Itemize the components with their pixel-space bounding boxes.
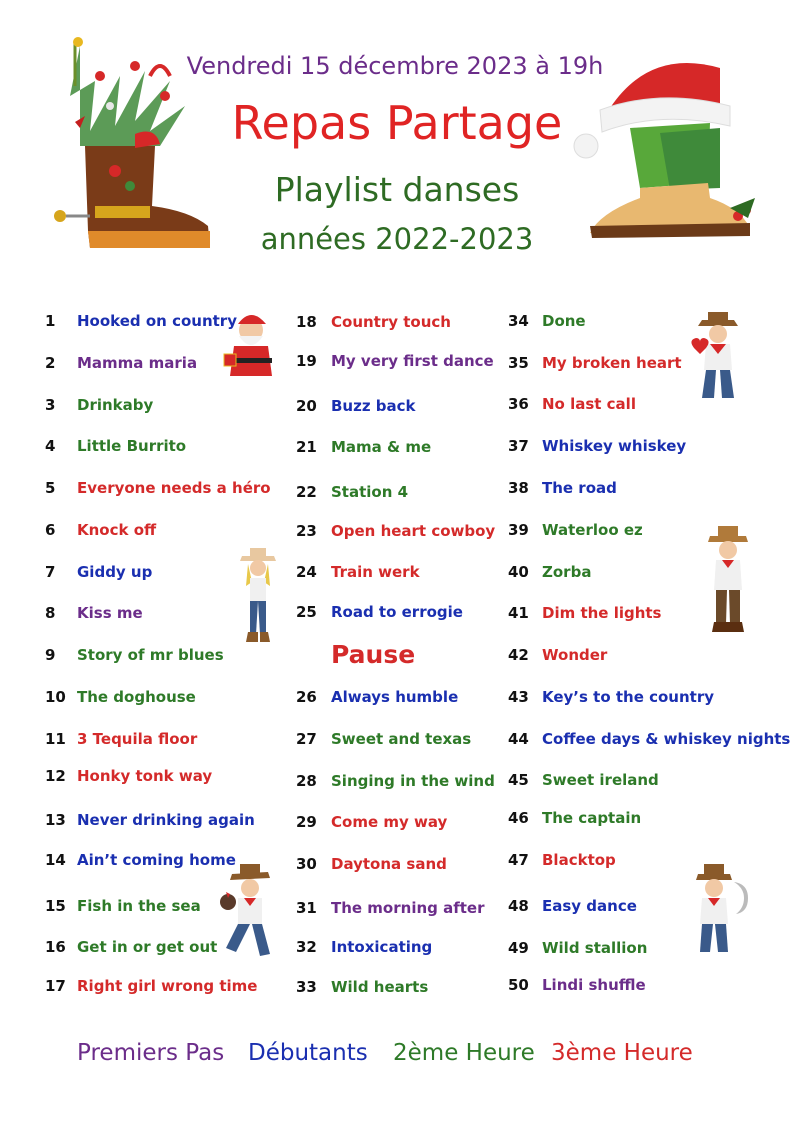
- dance-number: 24: [296, 563, 317, 581]
- cowboy-thumbs-up-icon: [694, 862, 752, 954]
- dance-name: Everyone needs a héro: [77, 479, 271, 497]
- dance-number: 15: [45, 897, 66, 915]
- dance-name: Giddy up: [77, 563, 153, 581]
- dance-number: 11: [45, 730, 66, 748]
- dance-number: 30: [296, 855, 317, 873]
- dance-name: Wild stallion: [542, 939, 648, 957]
- dance-name: The road: [542, 479, 617, 497]
- legend-debutants: Débutants: [248, 1040, 368, 1066]
- pause-label: Pause: [331, 640, 416, 669]
- dance-number: 39: [508, 521, 529, 539]
- dance-number: 34: [508, 312, 529, 330]
- dance-name: My very first dance: [331, 352, 494, 370]
- dance-number: 20: [296, 397, 317, 415]
- dance-number: 17: [45, 977, 66, 995]
- dance-number: 49: [508, 939, 529, 957]
- dance-number: 36: [508, 395, 529, 413]
- season-years: années 2022-2023: [260, 222, 534, 256]
- dance-number: 32: [296, 938, 317, 956]
- dance-name: Right girl wrong time: [77, 977, 258, 995]
- legend-2eme-heure: 2ème Heure: [393, 1040, 535, 1066]
- dance-name: Always humble: [331, 688, 459, 706]
- dance-name: Dim the lights: [542, 604, 662, 622]
- dance-name: Singing in the wind: [331, 772, 495, 790]
- dance-number: 28: [296, 772, 317, 790]
- dance-name: Coffee days & whiskey nights: [542, 730, 791, 748]
- dance-number: 19: [296, 352, 317, 370]
- dance-name: Country touch: [331, 313, 451, 331]
- dance-number: 35: [508, 354, 529, 372]
- dance-number: 40: [508, 563, 529, 581]
- dance-name: Intoxicating: [331, 938, 433, 956]
- dance-number: 9: [45, 646, 56, 664]
- dance-name: Fish in the sea: [77, 897, 201, 915]
- page-title: Repas Partage: [231, 96, 563, 150]
- dance-number: 50: [508, 976, 529, 994]
- dance-name: Little Burrito: [77, 437, 187, 455]
- dance-name: Knock off: [77, 521, 157, 539]
- dance-number: 5: [45, 479, 56, 497]
- dance-name: Road to errogie: [331, 603, 463, 621]
- dance-number: 1: [45, 312, 56, 330]
- dance-number: 3: [45, 396, 56, 414]
- dance-name: Wonder: [542, 646, 608, 664]
- dance-number: 47: [508, 851, 529, 869]
- dance-number: 21: [296, 438, 317, 456]
- dance-number: 25: [296, 603, 317, 621]
- dance-number: 7: [45, 563, 56, 581]
- dance-number: 48: [508, 897, 529, 915]
- dance-number: 23: [296, 522, 317, 540]
- dance-name: Hooked on country: [77, 312, 237, 330]
- dance-name: Honky tonk way: [77, 767, 213, 785]
- santa-hat-boots-illustration: [570, 48, 766, 248]
- dance-name: Mama & me: [331, 438, 432, 456]
- dance-number: 18: [296, 313, 317, 331]
- cowboy-heart-icon: [688, 312, 748, 404]
- dance-name: Ain’t coming home: [77, 851, 236, 869]
- dance-number: 26: [296, 688, 317, 706]
- dance-name: Train werk: [331, 563, 420, 581]
- dance-name: Done: [542, 312, 586, 330]
- dance-number: 29: [296, 813, 317, 831]
- dance-name: Blacktop: [542, 851, 616, 869]
- dance-name: Station 4: [331, 483, 409, 501]
- dance-number: 2: [45, 354, 56, 372]
- dance-name: Kiss me: [77, 604, 143, 622]
- dance-name: Story of mr blues: [77, 646, 224, 664]
- dance-number: 37: [508, 437, 529, 455]
- dance-name: Waterloo ez: [542, 521, 643, 539]
- christmas-boot-illustration: [40, 36, 220, 256]
- dance-number: 13: [45, 811, 66, 829]
- dance-number: 38: [508, 479, 529, 497]
- cowboy-running-icon: [216, 862, 280, 960]
- dance-number: 12: [45, 767, 66, 785]
- dance-number: 16: [45, 938, 66, 956]
- dance-number: 45: [508, 771, 529, 789]
- cowboy-standing-icon: [706, 524, 750, 634]
- dance-name: My broken heart: [542, 354, 682, 372]
- dance-number: 44: [508, 730, 529, 748]
- dance-name: Wild hearts: [331, 978, 429, 996]
- dance-name: No last call: [542, 395, 636, 413]
- dance-name: Daytona sand: [331, 855, 447, 873]
- dance-name: Mamma maria: [77, 354, 198, 372]
- dance-name: Never drinking again: [77, 811, 255, 829]
- dance-name: The morning after: [331, 899, 485, 917]
- page-subtitle: Playlist danses: [274, 170, 520, 209]
- dance-name: Sweet ireland: [542, 771, 659, 789]
- cowgirl-icon: [236, 546, 280, 646]
- dance-name: Buzz back: [331, 397, 416, 415]
- dance-name: Zorba: [542, 563, 592, 581]
- event-date: Vendredi 15 décembre 2023 à 19h: [186, 52, 604, 80]
- dance-number: 46: [508, 809, 529, 827]
- legend-3eme-heure: 3ème Heure: [551, 1040, 693, 1066]
- dance-name: Key’s to the country: [542, 688, 715, 706]
- dance-name: Easy dance: [542, 897, 637, 915]
- dance-name: Sweet and texas: [331, 730, 472, 748]
- dance-name: Lindi shuffle: [542, 976, 646, 994]
- dance-number: 10: [45, 688, 66, 706]
- dance-name: 3 Tequila floor: [77, 730, 198, 748]
- dance-number: 8: [45, 604, 56, 622]
- dance-number: 14: [45, 851, 66, 869]
- dance-name: Whiskey whiskey: [542, 437, 687, 455]
- dance-number: 31: [296, 899, 317, 917]
- dance-number: 27: [296, 730, 317, 748]
- legend-premiers-pas: Premiers Pas: [77, 1040, 225, 1066]
- dance-number: 33: [296, 978, 317, 996]
- dance-number: 43: [508, 688, 529, 706]
- dance-name: Get in or get out: [77, 938, 218, 956]
- dance-name: Come my way: [331, 813, 448, 831]
- dance-name: The doghouse: [77, 688, 196, 706]
- level-legend: [0, 1040, 794, 1072]
- dance-number: 22: [296, 483, 317, 501]
- dance-number: 41: [508, 604, 529, 622]
- dance-name: Open heart cowboy: [331, 522, 496, 540]
- dance-number: 42: [508, 646, 529, 664]
- dance-name: Drinkaby: [77, 396, 154, 414]
- dance-number: 4: [45, 437, 56, 455]
- dance-number: 6: [45, 521, 56, 539]
- dance-name: The captain: [542, 809, 642, 827]
